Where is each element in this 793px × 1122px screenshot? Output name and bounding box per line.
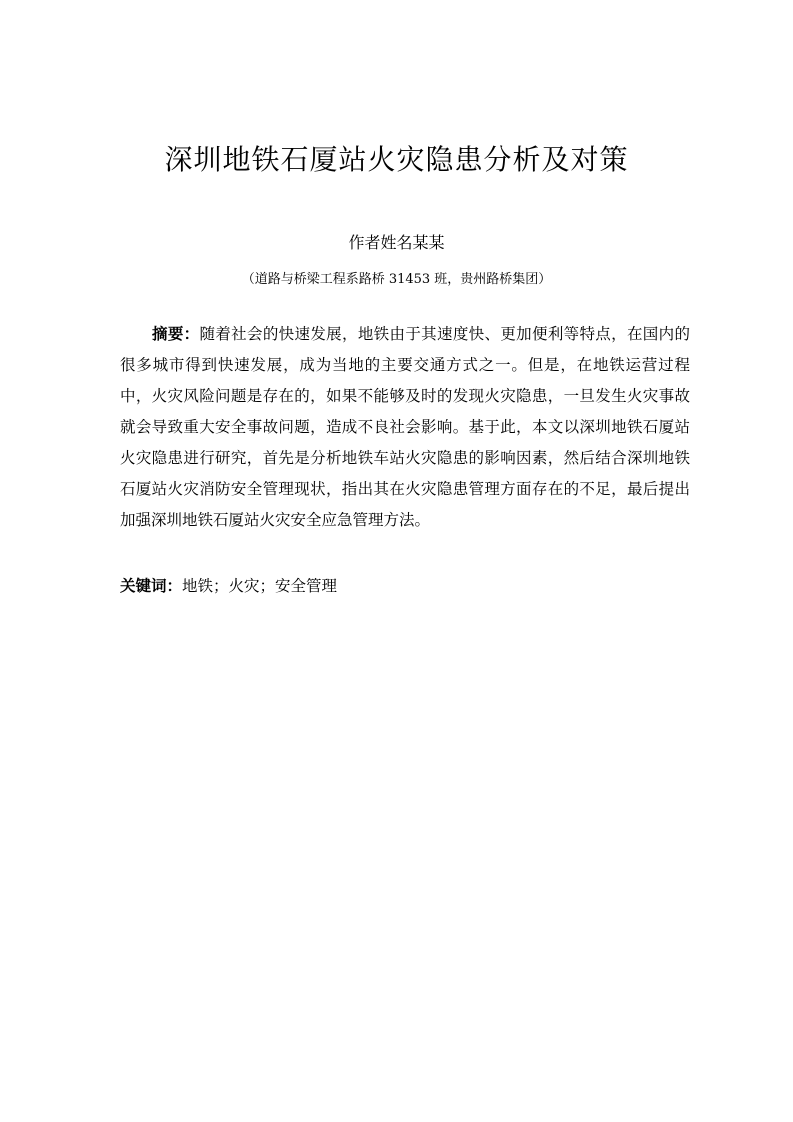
abstract-paragraph bbox=[120, 319, 690, 536]
abstract-text: 随着社会的快速发展，地铁由于其速度快、更加便利等特点，在国内的很多城市得到快速发展，成为当地的主要交通方式之一。但是，在地铁运营过程中，火灾风险问题是存在的，如果不能够及时的发现火灾隐患，一旦发生火灾事故就会导致重大安全事故问题，造成不良社会影响。基于此，本文以深圳地铁石厦站火灾隐患进行研究，首先是分析地铁车站火灾隐患的影响因素，然后结合深圳地铁石厦站火灾消防安全管理现状，指出其在火灾隐患管理方面存在的不足，最后提出加强深圳地铁石厦站火灾安全应急管理方法。 bbox=[120, 325, 690, 529]
keywords-text: 地铁；火灾；安全管理 bbox=[182, 577, 338, 595]
keywords-line bbox=[120, 574, 690, 598]
author-affiliation: （道路与桥梁工程系路桥 31453 班，贵州路桥集团） bbox=[241, 272, 552, 287]
abstract-label: 摘要： bbox=[152, 325, 200, 343]
keywords-label: 关键词： bbox=[120, 577, 183, 595]
document-title: 深圳地铁石厦站火灾隐患分析及对策 bbox=[164, 143, 629, 176]
author-name: 作者姓名某某 bbox=[348, 233, 445, 252]
